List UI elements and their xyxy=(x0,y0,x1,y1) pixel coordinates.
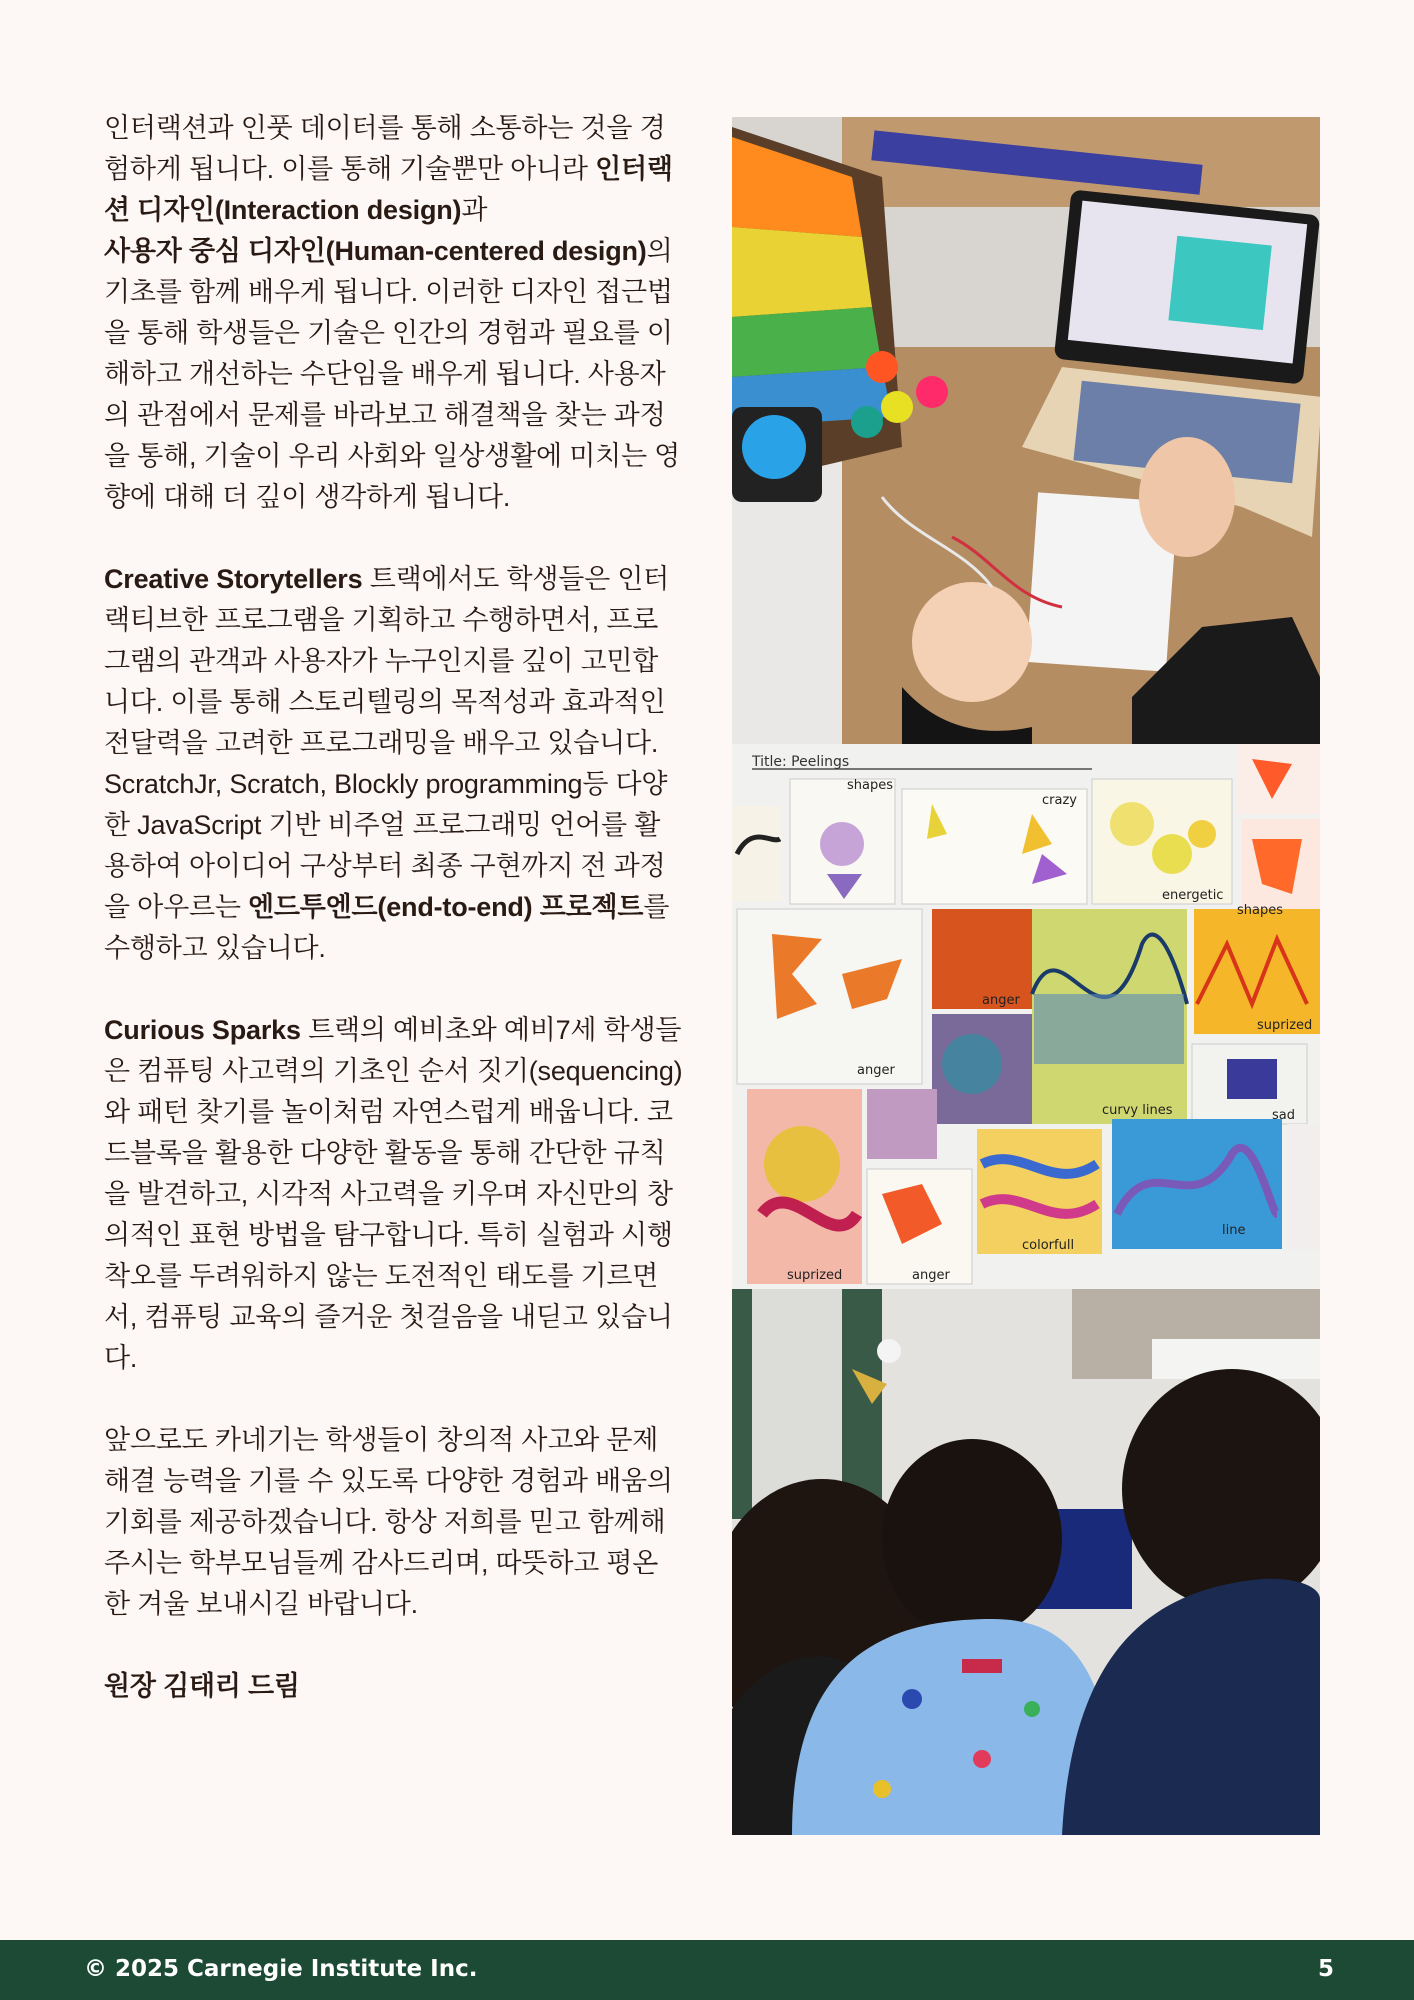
text-run: 트랙의 예비초와 예비7세 학생들은 컴퓨팅 사고력의 기초인 순서 짓기(sequencing)와 패턴 찾기를 놀이처럼 자연스럽게 배웁니다. 코드블록을 활용한 다양한 활동을 통해 간단한 규칙을 발견하고, 시각적 사고력을 키우며 자신만의 창의적인 표현 방법을 탐구합니다. 특히 실험과 시행착오를 두려워하지 않는 도전적인 태도를 기르면서, 컴퓨팅 교육의 즐거운 첫걸음을 내딛고 있습니다. xyxy=(104,1015,683,1373)
artwork-label: colorfull xyxy=(1022,1238,1075,1253)
paragraph xyxy=(104,1420,684,1625)
paragraph xyxy=(104,108,684,518)
text-run: 를 수행하고 있습니다. xyxy=(104,892,670,963)
paragraph xyxy=(104,1010,684,1379)
page-number: 5 xyxy=(1317,1956,1334,1982)
artwork-label: shapes xyxy=(1237,903,1284,918)
photo-children-laptop xyxy=(732,1289,1320,1835)
artwork-label: crazy xyxy=(1042,793,1077,808)
bold-term: Creative Storytellers xyxy=(104,564,363,594)
article-body xyxy=(104,108,684,1707)
artwork-label: sad xyxy=(1272,1108,1295,1123)
artwork-label: curvy lines xyxy=(1102,1103,1173,1118)
text-run: 의 기초를 함께 배우게 됩니다. 이러한 디자인 접근법을 통해 학생들은 기술은 인간의 경험과 필요를 이해하고 개선하는 수단임을 배우게 됩니다. 사용자의 관점에서 문제를 바라보고 해결책을 찾는 과정을 통해, 기술이 우리 사회와 일상생활에 미치는 영향에 대해 더 깊이 생각하게 됩니다. xyxy=(104,236,681,512)
page-footer xyxy=(0,1940,1414,2000)
bold-term: 인터랙션 디자인(Interaction design) xyxy=(104,154,673,225)
artwork-label: suprized xyxy=(787,1268,843,1283)
text-run: 인터랙션과 인풋 데이터를 통해 소통하는 것을 경험하게 됩니다. 이를 통해 기술뿐만 아니라 xyxy=(104,113,666,184)
photo-column xyxy=(732,117,1320,1835)
text-run: 앞으로도 카네기는 학생들이 창의적 사고와 문제 해결 능력을 기를 수 있도록 다양한 경험과 배움의 기회를 제공하겠습니다. 항상 저희를 믿고 함께해 주시는 학부모님들께 감사드리며, 따뜻하고 평온한 겨울 보내시길 바랍니다. xyxy=(104,1425,673,1619)
bold-term: Curious Sparks xyxy=(104,1015,301,1045)
artwork-title: Title: Peelings xyxy=(752,754,850,770)
artwork-label: anger xyxy=(857,1063,895,1078)
signature: 원장 김태리 드림 xyxy=(104,1671,300,1701)
paragraph xyxy=(104,559,684,969)
bold-term: 엔드투엔드(end-to-end) 프로젝트 xyxy=(248,892,644,922)
artwork-label: anger xyxy=(912,1268,950,1283)
copyright-text: © 2025 Carnegie Institute Inc. xyxy=(84,1956,478,1982)
bold-term: 사용자 중심 디자인(Human-centered design) xyxy=(104,236,647,266)
artwork-label: energetic xyxy=(1162,888,1224,903)
photo-laptop-makerkit xyxy=(732,117,1320,744)
artwork-label: suprized xyxy=(1257,1018,1313,1033)
artwork-label: shapes xyxy=(847,778,894,793)
text-run: 과 xyxy=(461,195,488,225)
artwork-label: line xyxy=(1222,1223,1246,1238)
artwork-label: anger xyxy=(982,993,1020,1008)
photo-artwork-board xyxy=(732,744,1320,1289)
text-run: 트랙에서도 학생들은 인터랙티브한 프로그램을 기획하고 수행하면서, 프로그램의 관객과 사용자가 누구인지를 깊이 고민합니다. 이를 통해 스토리텔링의 목적성과 효과적인 전달력을 고려한 프로그래밍을 배우고 있습니다. ScratchJr, Scratch, Blockly programming등 다양한 JavaScript 기반 비주얼 프로그래밍 언어를 활용하여 아이디어 구상부터 최종 구현까지 전 과정을 아우르는 xyxy=(104,564,670,922)
